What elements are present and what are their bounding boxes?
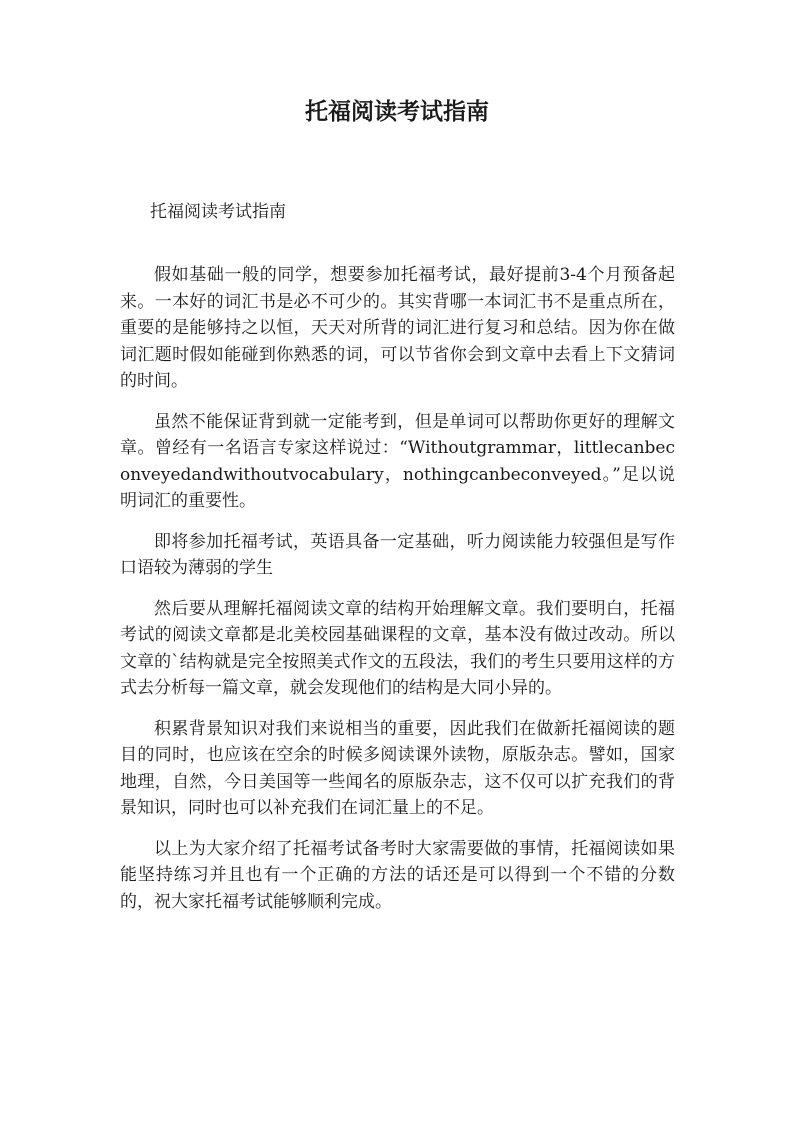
paragraph-6: 以上为大家介绍了托福考试备考时大家需要做的事情，托福阅读如果能坚持练习并且也有一个正确的方法的话还是可以得到一个不错的分数的，祝大家托福考试能够顺利完成。: [120, 838, 675, 912]
document-subtitle: 托福阅读考试指南: [150, 202, 286, 222]
document-body: [120, 262, 675, 929]
document-title: 托福阅读考试指南: [305, 99, 489, 125]
paragraph-4: 然后要从理解托福阅读文章的结构开始理解文章。我们要明白，托福考试的阅读文章都是北美校园基础课程的文章，基本没有做过改动。所以文章的`结构就是完全按照美式作文的五段法，我们的考生只要用这样的方式去分析每一篇文章，就会发现他们的结构是大同小异的。: [120, 598, 675, 698]
paragraph-2: 虽然不能保证背到就一定能考到，但是单词可以帮助你更好的理解文章。曾经有一名语言专家这样说过：“Withoutgrammar，littlecanbeconveyedandwithoutvocabulary，nothingcanbeconveyed。”足以说明词汇的重要性。: [120, 411, 675, 511]
paragraph-5: 积累背景知识对我们来说相当的重要，因此我们在做新托福阅读的题目的同时，也应该在空余的时候多阅读课外读物，原版杂志。譬如，国家地理，自然，今日美国等一些闻名的原版杂志，这不仅可以扩充我们的背景知识，同时也可以补充我们在词汇量上的不足。: [120, 718, 675, 818]
paragraph-3: 即将参加托福考试，英语具备一定基础，听力阅读能力较强但是写作口语较为薄弱的学生: [120, 531, 675, 578]
paragraph-1: 假如基础一般的同学，想要参加托福考试，最好提前3-4个月预备起来。一本好的词汇书是必不可少的。其实背哪一本词汇书不是重点所在，重要的是能够持之以恒，天天对所背的词汇进行复习和总结。因为你在做词汇题时假如能碰到你熟悉的词，可以节省你会到文章中去看上下文猜词的时间。: [120, 265, 675, 391]
